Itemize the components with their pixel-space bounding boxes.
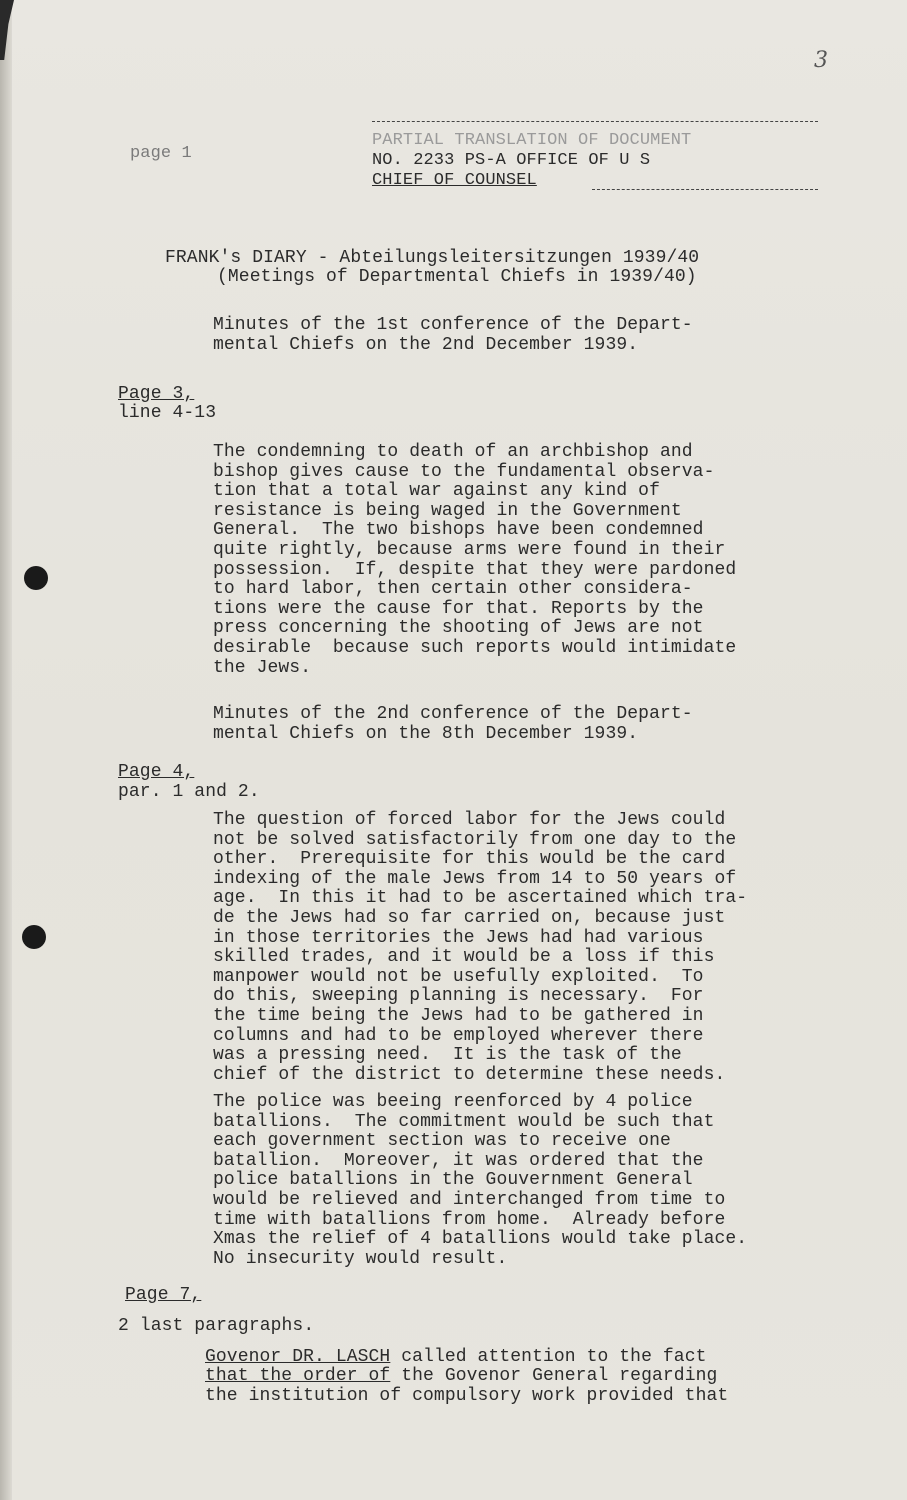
paragraph-4-underlined: that the order of xyxy=(205,1366,391,1386)
paragraph-2-line: columns and had to be employed wherever there xyxy=(213,1025,704,1046)
minutes-1-line-2: mental Chiefs on the 2nd December 1939. xyxy=(213,335,639,355)
header-line-1: PARTIAL TRANSLATION OF DOCUMENT xyxy=(372,131,692,150)
paragraph-1-line: quite rightly, because arms were found in their xyxy=(213,540,726,560)
governor-name: Govenor DR. LASCH xyxy=(205,1347,391,1367)
header-line-2: NO. 2233 PS-A OFFICE OF U S xyxy=(372,151,651,170)
paragraph-2-line: was a pressing need. It is the task of the xyxy=(213,1045,682,1066)
minutes-2-line-2: mental Chiefs on the 8th December 1939. xyxy=(213,724,639,744)
paragraph-1-line: to hard labor, then certain other considera- xyxy=(213,579,693,600)
ref-2-page: Page 4, xyxy=(118,762,195,782)
paragraph-1-line: tion that a total war against any kind of xyxy=(213,481,660,502)
punch-hole-bottom xyxy=(22,925,46,949)
diary-subtitle: (Meetings of Departmental Chiefs in 1939/40) xyxy=(217,267,697,287)
ref-3-paragraphs: 2 last paragraphs. xyxy=(118,1316,315,1336)
ref-3-page: Page 7, xyxy=(125,1285,202,1305)
paragraph-3-line: time with batallions from home. Already before xyxy=(213,1209,726,1230)
page-label: page 1 xyxy=(130,144,192,163)
ref-2-paragraph: par. 1 and 2. xyxy=(118,782,260,802)
paragraph-1-line: desirable because such reports would intimidate xyxy=(213,638,737,658)
paragraph-2-line: other. Prerequisite for this would be the card xyxy=(213,849,726,870)
paragraph-1-line: bishop gives cause to the fundamental observa- xyxy=(213,461,715,482)
punch-hole-top xyxy=(24,566,48,590)
paragraph-2-line: the time being the Jews had to be gathered in xyxy=(213,1006,704,1026)
header-line-3: CHIEF OF COUNSEL xyxy=(372,171,537,190)
paragraph-2-line: do this, sweeping planning is necessary. For xyxy=(213,986,704,1007)
paragraph-1-line: press concerning the shooting of Jews are not xyxy=(213,618,704,639)
paragraph-2-line: skilled trades, and it would be a loss if this xyxy=(213,947,715,968)
header-top-rule xyxy=(372,121,818,122)
ref-1-page: Page 3, xyxy=(118,384,195,404)
paragraph-3-line: No insecurity would result. xyxy=(213,1248,508,1269)
paragraph-1-line: The condemning to death of an archbishop and xyxy=(213,442,693,462)
paragraph-1-line: resistance is being waged in the Government xyxy=(213,500,682,521)
paragraph-1-line: General. The two bishops have been condemned xyxy=(213,520,704,541)
paragraph-3-line: police batallions in the Gouvernment General xyxy=(213,1170,693,1191)
paragraph-2-line: indexing of the male Jews from 14 to 50 years of xyxy=(213,868,737,889)
paragraph-1-line: possession. If, despite that they were pardoned xyxy=(213,559,737,580)
paragraph-3-line: batallion. Moreover, it was ordered that the xyxy=(213,1150,704,1171)
diary-title: FRANK's DIARY - Abteilungsleitersitzungen 1939/40 xyxy=(165,248,700,268)
paragraph-3-line: each government section was to receive one xyxy=(213,1131,671,1152)
paragraph-2-line: chief of the district to determine these needs. xyxy=(213,1064,726,1085)
header-bottom-rule xyxy=(592,189,818,190)
paragraph-2-line: manpower would not be usefully exploited. To xyxy=(213,966,704,987)
paragraph-4-line-2 xyxy=(205,1367,717,1387)
paragraph-3-line: would be relieved and interchanged from time to xyxy=(213,1190,726,1210)
paragraph-4-line-1-text: called attention to the fact xyxy=(390,1347,707,1367)
minutes-2-line-1: Minutes of the 2nd conference of the Depart- xyxy=(213,704,693,724)
paragraph-4-line-3: the institution of compulsory work provided that xyxy=(205,1386,729,1406)
paragraph-3-line: The police was beeing reenforced by 4 police xyxy=(213,1092,693,1112)
handwritten-page-number: 3 xyxy=(814,48,828,73)
paragraph-1-line: the Jews. xyxy=(213,657,312,678)
paragraph-2-line: not be solved satisfactorily from one day to the xyxy=(213,829,737,850)
minutes-1-line-1: Minutes of the 1st conference of the Depart- xyxy=(213,315,693,335)
paragraph-4-line-1 xyxy=(205,1348,707,1368)
paragraph-1-line: tions were the cause for that. Reports by the xyxy=(213,598,704,619)
paragraph-3-line: Xmas the relief of 4 batallions would take place. xyxy=(213,1229,748,1250)
paragraph-4-line-2-text: the Govenor General regarding xyxy=(390,1366,718,1386)
paragraph-2-line: in those territories the Jews had had various xyxy=(213,927,704,948)
ref-1-line: line 4-13 xyxy=(118,403,217,423)
paragraph-3-line: batallions. The commitment would be such that xyxy=(213,1111,715,1132)
paragraph-2-line: The question of forced labor for the Jews could xyxy=(213,810,726,830)
page-edge-shadow xyxy=(0,0,12,1500)
paragraph-2-line: age. In this it had to be ascertained which tra- xyxy=(213,888,748,909)
paragraph-2-line: de the Jews had so far carried on, because just xyxy=(213,908,726,928)
